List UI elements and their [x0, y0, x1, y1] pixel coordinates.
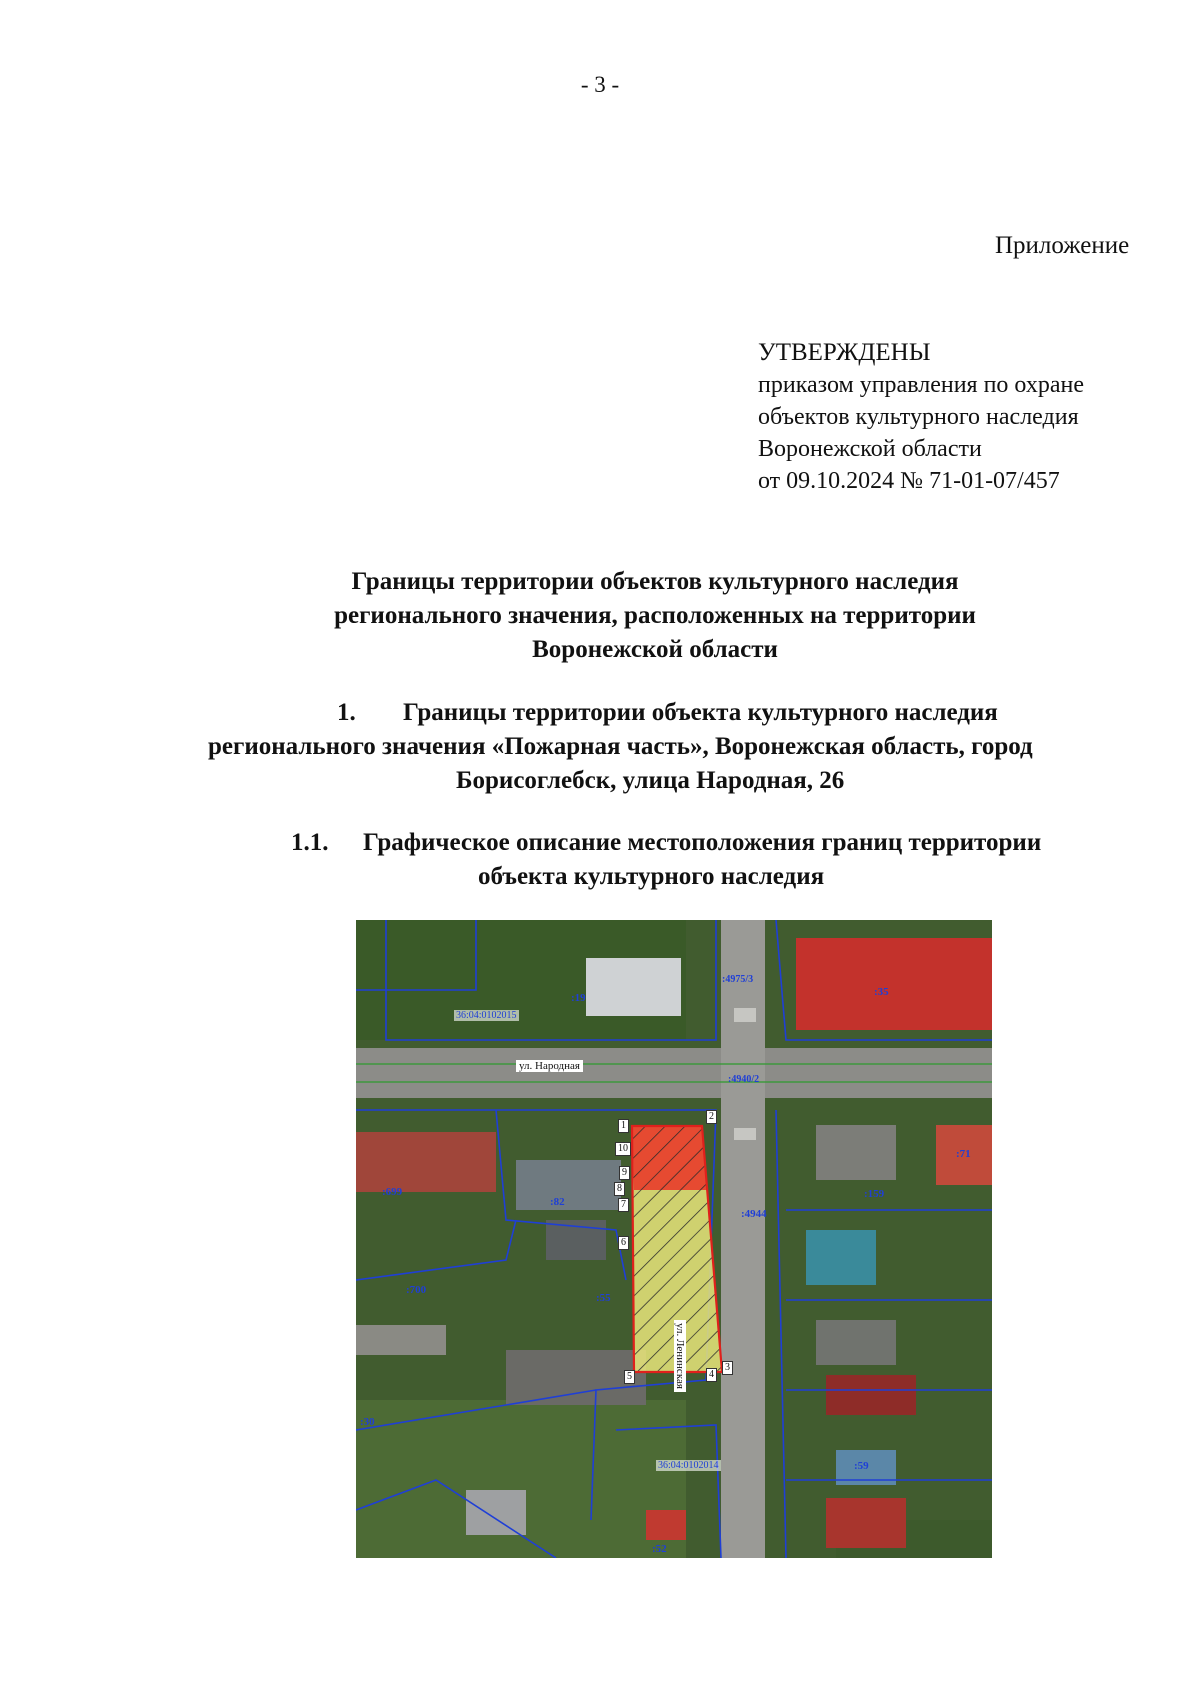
parcel-label: :55	[596, 1292, 611, 1304]
building	[516, 1160, 621, 1210]
section-heading-line: регионального значения «Пожарная часть», Воронежская область, город	[208, 733, 1033, 760]
boundary-point-label: 8	[614, 1182, 625, 1196]
building-red-roof	[826, 1498, 906, 1548]
section-heading-line: объекта культурного наследия	[478, 863, 825, 890]
appendix-label: Приложение	[995, 232, 1130, 259]
street-label-narodnaya: ул. Народная	[516, 1060, 583, 1072]
building-red-roof	[356, 1132, 496, 1192]
parcel-label: :4975/3	[722, 974, 754, 985]
approval-date-number: от 09.10.2024 № 71-01-07/457	[758, 468, 1060, 494]
parcel-label: :82	[550, 1196, 565, 1208]
building	[816, 1125, 896, 1180]
boundary-point-label: 6	[618, 1236, 629, 1250]
approval-heading: УТВЕРЖДЕНЫ	[758, 339, 931, 366]
boundary-point-label: 3	[722, 1361, 733, 1375]
approval-block	[758, 337, 1084, 497]
building	[806, 1230, 876, 1285]
title-line: Границы территории объектов культурного наследия	[351, 568, 959, 595]
building-red-roof	[796, 938, 992, 1030]
parcel-label: :4944	[741, 1208, 767, 1220]
crosswalk	[734, 1128, 756, 1140]
boundary-point-label: 1	[618, 1119, 629, 1133]
parcel-label: :30	[360, 1416, 375, 1428]
parcel-label: :52	[652, 1543, 667, 1555]
boundary-point-label: 5	[624, 1370, 635, 1384]
building	[466, 1490, 526, 1535]
document-title	[0, 565, 1200, 667]
boundary-point-label: 9	[619, 1166, 630, 1180]
page-number: - 3 -	[580, 72, 620, 97]
cadastral-block-label: 36:04:0102014	[658, 1460, 719, 1471]
building	[816, 1320, 896, 1365]
street-label-leninskaya: ул. Ленинская	[674, 1320, 686, 1392]
parcel-label: :19	[571, 992, 586, 1004]
parcel-label: :159	[864, 1188, 885, 1200]
building-red-roof	[826, 1375, 916, 1415]
cadastral-map	[356, 920, 992, 1558]
cadastral-block-label: 36:04:0102015	[456, 1010, 517, 1021]
approval-line: Воронежской области	[758, 436, 982, 462]
section-heading-line: Графическое описание местоположения границ территории	[363, 829, 1042, 856]
boundary-point-label: 10	[615, 1142, 631, 1156]
title-line: Воронежской области	[532, 636, 778, 663]
approval-line: объектов культурного наследия	[758, 404, 1079, 430]
title-line: регионального значения, расположенных на территории	[334, 602, 976, 629]
boundary-point-label: 2	[706, 1110, 717, 1124]
building	[356, 1325, 446, 1355]
section-heading-line: Борисоглебск, улица Народная, 26	[456, 767, 845, 794]
boundary-point-label: 7	[618, 1198, 629, 1212]
parcel-label: :699	[382, 1186, 403, 1198]
section-heading-line: Границы территории объекта культурного наследия	[403, 699, 998, 726]
parcel-label: :700	[406, 1284, 427, 1296]
building-red-roof	[646, 1510, 686, 1540]
parcel-label: :59	[854, 1460, 869, 1472]
building	[586, 958, 681, 1016]
crosswalk	[734, 1008, 756, 1022]
parcel-label: :35	[874, 986, 889, 998]
section-number: 1.	[337, 699, 356, 726]
road-narodnaya	[356, 1048, 992, 1098]
approval-line: приказом управления по охране	[758, 372, 1084, 398]
boundary-point-label: 4	[706, 1368, 717, 1382]
parcel-label: :4940/2	[728, 1074, 760, 1085]
parcel-label: :71	[956, 1148, 971, 1160]
section-number: 1.1.	[291, 829, 329, 856]
